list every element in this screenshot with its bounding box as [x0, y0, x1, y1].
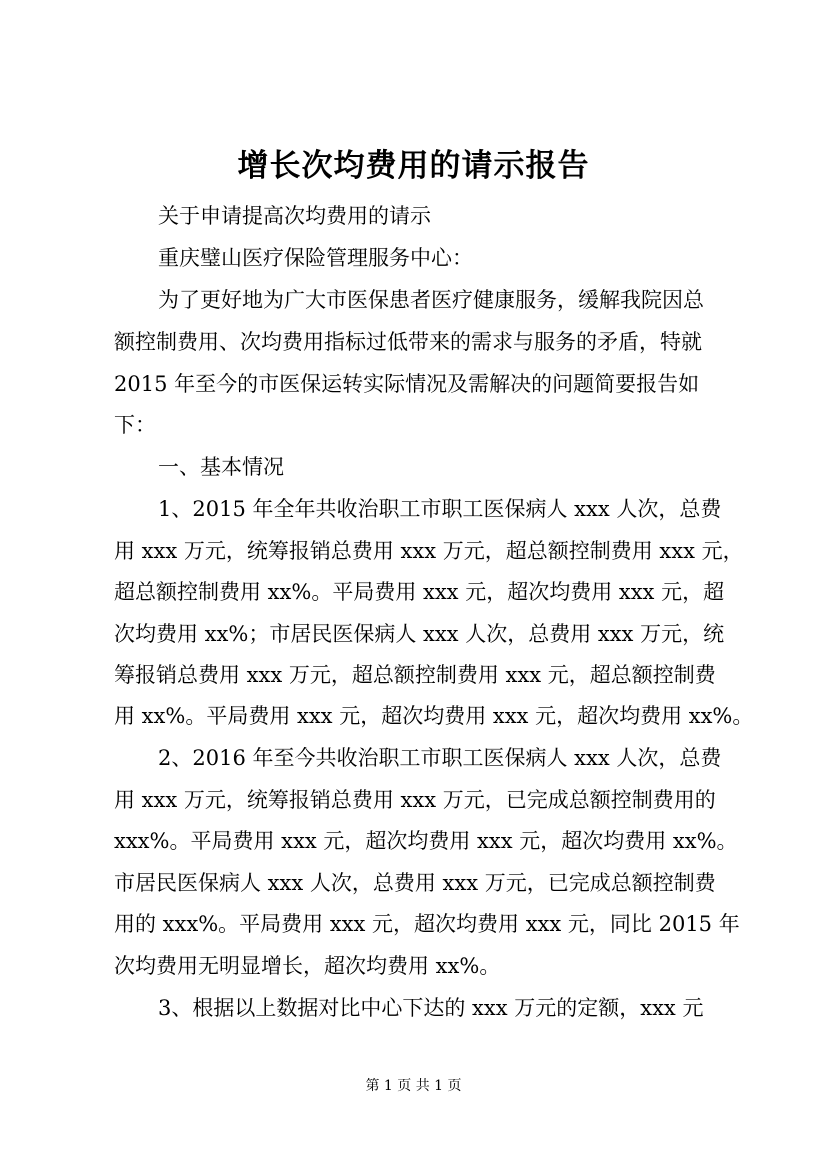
text-line: 用 xxx 万元，统筹报销总费用 xxx 万元，超总额控制费用 xxx 元，: [114, 539, 744, 563]
text-line: 3、根据以上数据对比中心下达的 xxx 万元的定额，xxx 元: [158, 996, 704, 1020]
text-line: 次均费用 xx%；市居民医保病人 xxx 人次，总费用 xxx 万元，统: [114, 622, 725, 646]
text-line: xxx%。平局费用 xxx 元，超次均费用 xxx 元，超次均费用 xx%。: [114, 829, 738, 853]
text-line: 关于申请提高次均费用的请示: [158, 204, 431, 228]
text-line: 重庆璧山医疗保险管理服务中心：: [158, 246, 473, 270]
text-line: 超总额控制费用 xx%。平局费用 xxx 元，超次均费用 xxx 元，超: [114, 580, 725, 604]
text-line: 用 xxx 万元，统筹报销总费用 xxx 万元，已完成总额控制费用的: [114, 788, 716, 812]
text-line: 2015 年至今的市医保运转实际情况及需解决的问题简要报告如: [114, 372, 700, 396]
section-heading: 一、基本情况: [158, 455, 284, 479]
text-line: 2、2016 年至今共收治职工市职工医保病人 xxx 人次，总费: [158, 746, 722, 770]
text-line: 市居民医保病人 xxx 人次，总费用 xxx 万元，已完成总额控制费: [114, 871, 716, 895]
text-line: 筹报销总费用 xxx 万元，超总额控制费用 xxx 元，超总额控制费: [114, 663, 716, 687]
text-line: 额控制费用、次均费用指标过低带来的需求与服务的矛盾，特就: [114, 330, 702, 354]
text-line: 用的 xxx%。平局费用 xxx 元，超次均费用 xxx 元，同比 2015 年: [114, 912, 740, 936]
text-line: 1、2015 年全年共收治职工市职工医保病人 xxx 人次，总费: [158, 497, 722, 521]
text-line: 次均费用无明显增长，超次均费用 xx%。: [114, 954, 501, 978]
document-title: 增长次均费用的请示报告: [237, 148, 590, 184]
page-footer: 第 1 页 共 1 页: [365, 1078, 462, 1094]
text-line: 下：: [114, 413, 156, 437]
text-line: 为了更好地为广大市医保患者医疗健康服务，缓解我院因总: [158, 288, 704, 312]
text-line: 用 xx%。平局费用 xxx 元，超次均费用 xxx 元，超次均费用 xx%。: [114, 704, 754, 728]
